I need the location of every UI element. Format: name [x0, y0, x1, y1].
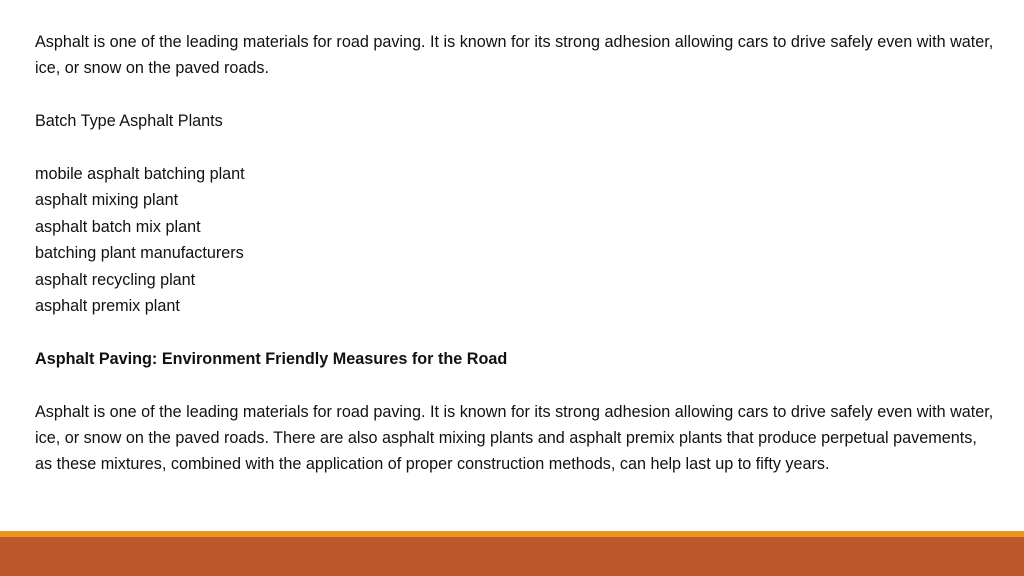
list-item[interactable]: mobile asphalt batching plant [35, 165, 245, 183]
spacer [35, 135, 995, 161]
list-item[interactable]: asphalt batch mix plant [35, 217, 201, 236]
footer-band [0, 537, 1024, 576]
list-item[interactable]: asphalt recycling plant [35, 270, 196, 289]
slide-content [35, 29, 995, 478]
section-label: Batch Type Asphalt Plants [35, 112, 223, 131]
list-item[interactable]: asphalt mixing plant [35, 191, 179, 210]
spacer [35, 372, 995, 398]
list-item[interactable]: batching plant manufacturers [35, 244, 244, 263]
article-paragraph: Asphalt is one of the leading materials for road paving. It is known for its strong adhesion allowing cars to drive safely even with water, ice, or snow on the paved roads. There are also asphalt mixing plants and asphalt premix plants that produce perpetual pavements, as these mixtures, combined with the application of proper construction methods, can help last up to fifty years. [35, 402, 994, 474]
spacer [35, 319, 995, 345]
plant-link-list [35, 161, 995, 319]
spacer [35, 82, 995, 108]
list-item[interactable]: asphalt premix plant [35, 297, 180, 316]
article-heading: Asphalt Paving: Environment Friendly Measures for the Road [35, 349, 508, 368]
intro-paragraph: Asphalt is one of the leading materials for road paving. It is known for its strong adhesion allowing cars to drive safely even with water, ice, or snow on the paved roads. [35, 33, 994, 78]
